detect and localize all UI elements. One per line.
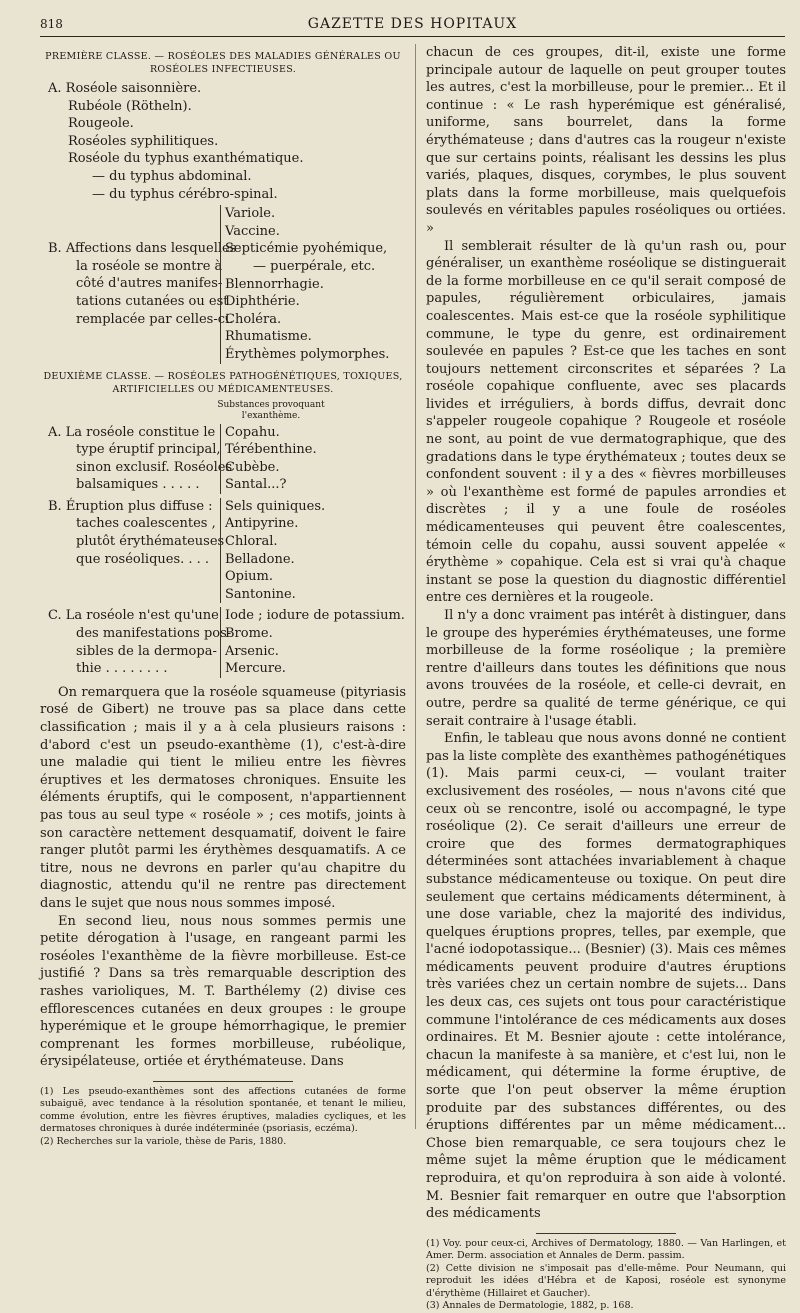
- list-item: Rubéole (Rötheln).: [68, 98, 192, 114]
- class2-b-table: [40, 498, 406, 604]
- heading-first-class: PREMIÈRE CLASSE. — ROSÉOLES DES MALADIES GÉNÉRALES OU ROSÉOLES INFECTIEUSES.: [45, 51, 401, 75]
- list-item: Brome.: [225, 626, 273, 642]
- list-item: Térébenthine.: [225, 442, 317, 458]
- footnote-rule: [536, 1233, 676, 1234]
- paragraph: On remarquera que la roséole squameuse (pityriasis rosé de Gibert) ne trouve pas sa place dans cette classification ; mais il y a à cela plusieurs raisons : d'abord c'est un pseudo-exanthème (1), c'est-à-dire une maladie qui tient le milieu entre les fièvres éruptives et les dermatoses chroniques. Ensuite les éléments éruptifs, qui le composent, n'appartiennent pas tous au seul type « roséole » ; ces motifs, joints à son caractère nettement desquamatif, doivent le faire ranger plutôt parmi les érythèmes desquamatifs. A ce titre, nous ne devrons en parler qu'au chapitre du diagnostic, attendu qu'il ne rentre pas directement dans le sujet que nous nous sommes imposé.: [40, 684, 406, 911]
- paragraph: Il semblerait résulter de là qu'un rash ou, pour généraliser, un exanthème roséolique se distinguerait de la forme morbilleuse en ce qu'il serait composé de papules, régulièrement orbiculaires, jamais coalescentes. Mais est-ce que la roséole syphilitique commune, le type du genre, est ordinairement soulevée en papules ? Est-ce que les taches en sont toujours nettement circonscrites et séparées ? La roséole copahique confluente, avec ses placards livides et irréguliers, à bords diffus, devrait donc s'appeler rougeole copahique ? Rougeole et roséole ne sont, au point de vue dermatographique, que des gradations dans le type érythémateux ; toutes deux se confondent souvent : il y a des « fièvres morbilleuses » où l'exanthème est formé de papules arrondies et discrètes ; il y a une foule de roséoles médicamenteuses qui peuvent être coalescentes, témoin celle du copahu, aussi souvent appelée « érythème » copahique. Cela est si vrai qu'à chaque instant se pose la question du diagnostic différentiel entre ces dernières et la rougeole.: [426, 238, 786, 606]
- class1-a-label: A. Roséole saisonnière.: [48, 81, 202, 96]
- list-item: Blennorrhagie.: [225, 276, 324, 292]
- text-line: plutôt érythémateuses: [76, 534, 225, 550]
- text-line: remplacée par celles-ci.: [76, 311, 234, 327]
- footnote: (1) Voy. pour ceux-ci, Archives of Dermatology, 1880. — Van Harlingen, et Amer. Derm. association et Annales de Derm. passim.: [426, 1237, 786, 1262]
- list-item: Opium.: [225, 569, 273, 585]
- class2-a-table: [40, 424, 406, 494]
- left-body-text: [40, 684, 406, 1071]
- list-item: Antipyrine.: [225, 516, 299, 532]
- footnote: (2) Recherches sur la variole, thèse de Paris, 1880.: [40, 1135, 287, 1147]
- right-footnotes: [426, 1238, 786, 1313]
- list-item: Santal...?: [225, 477, 287, 493]
- list-item: Variole.: [225, 206, 276, 222]
- footnote-rule: [153, 1081, 293, 1082]
- list-item: — puerpérale, etc.: [253, 258, 376, 274]
- text-line: la roséole se montre à: [76, 258, 223, 274]
- text-line: taches coalescentes ,: [76, 516, 216, 532]
- page-header: [40, 14, 785, 37]
- list-item: Rougeole.: [68, 116, 134, 132]
- list-item: Cubèbe.: [225, 459, 280, 475]
- class1-b-description: [40, 205, 237, 363]
- heading-second-class: DEUXIÈME CLASSE. — ROSÉOLES PATHOGÉNÉTIQUES, TOXIQUES, ARTIFICIELLES OU MÉDICAMENTEUSES.: [43, 370, 403, 395]
- paragraph: Enfin, le tableau que nous avons donné ne contient pas la liste complète des exanthèmes pathogénétiques (1). Mais parmi ceux-ci, — voulant traiter exclusivement des roséoles, — nous n'avons cité que ceux où se rencontre, isolé ou accompagné, le type roséolique (2). Ce serait d'ailleurs une erreur de croire que des formes dermatographiques déterminées sont attachées invariablement à chaque substance médicamenteuse ou toxique. On peut dire seulement que certains médicaments déterminent, à une dose variable, chez la majorité des individus, quelques éruptions propres, telles, par exemple, que l'acné iodopotassique... (Besnier) (3). Mais ces mêmes médicaments peuvent produire d'autres éruptions très variées chez un certain nombre de sujets... Dans les deux cas, ces sujets ont tous pour caractéristique commune l'intolérance de ces médicaments aux doses ordinaires. Et M. Besnier ajoute : cette intolérance, chacun la manifeste à sa manière, et c'est lui, non le médicament, qui détermine la forme éruptive, de sorte que l'on peut observer la même éruption produite par des substances différentes, ou des éruptions différentes par un même médicament... Chose bien remarquable, ce sera toujours chez le même sujet la même éruption que le médicament reproduira, et qu'on reproduira à son aide à volonté. M. Besnier fait remarquer en outre que l'absorption des médicaments: [426, 731, 786, 1222]
- list-item: — du typhus abdominal.: [92, 168, 252, 184]
- journal-title: GAZETTE DES HOPITAUX: [307, 16, 518, 32]
- footnote: (1) Les pseudo-exanthèmes sont des affections cutanées de forme subaiguë, avec tendance à la résolution spontanée, et tenant le milieu, comme évolution, entre les fièvres éruptives, maladies cycliques, et les dermatoses chroniques à durée indéterminée (psoriasis, eczéma).: [40, 1085, 406, 1135]
- right-body-text: [426, 44, 786, 1223]
- list-item: Roséoles syphilitiques.: [68, 133, 219, 149]
- list-item: Mercure.: [225, 661, 286, 677]
- list-item: Roséole du typhus exanthématique.: [68, 151, 304, 167]
- paragraph: En second lieu, nous nous sommes permis une petite dérogation à l'usage, en rangeant parmi les roséoles l'exanthème de la fièvre morbilleuse. Est-ce justifié ? Dans sa très remarquable description des rashes varioliques, M. T. Barthélemy (2) divise ces efflorescences cutanées en deux groupes : le groupe hyperémique et le groupe hémorrhagique, le premier comprenant les formes morbilleuse, rubéolique, érysipélateuse, ortiée et érythémateuse. Dans: [40, 913, 406, 1070]
- text-line: B. Affections dans lesquelles: [48, 241, 237, 257]
- text-line: balsamiques . . . . .: [76, 477, 200, 493]
- footnote: (3) Annales de Dermatologie, 1882, p. 168.: [426, 1300, 634, 1312]
- left-footnotes: [40, 1086, 406, 1149]
- list-item: Belladone.: [225, 551, 295, 567]
- text-line: que roséoliques. . . .: [76, 551, 210, 567]
- list-item: Érythèmes polymorphes.: [225, 346, 390, 362]
- class2-a-description: [40, 424, 233, 494]
- text-line: type éruptif principal,: [76, 442, 221, 458]
- list-item: Iode ; iodure de potassium.: [225, 608, 405, 624]
- paragraph: Il n'y a donc vraiment pas intérêt à distinguer, dans le groupe des hyperémies érythémateuses, une forme morbilleuse de la forme roséolique ; la première rentre d'ailleurs dans toutes les définitions que nous avons trouvées de la roséole, et celle-ci devrait, en outre, perdre sa qualité de terme générique, ce qui serait contraire à l'usage établi.: [426, 608, 786, 729]
- class2-b-substances: [220, 498, 406, 604]
- column-divider: [415, 44, 416, 1129]
- left-column: [40, 44, 406, 1148]
- list-item: Vaccine.: [225, 223, 280, 239]
- list-item: Rhumatisme.: [225, 329, 312, 345]
- list-item: Sels quiniques.: [225, 498, 326, 514]
- text-line: B. Éruption plus diffuse :: [48, 498, 213, 514]
- class2-b-description: [40, 498, 225, 604]
- class1-b-table: [40, 205, 406, 363]
- class2-c-substances: [220, 607, 406, 677]
- list-item: Arsenic.: [225, 643, 279, 659]
- list-item: Septicémie pyohémique,: [225, 241, 388, 257]
- text-line: côté d'autres manifes-: [76, 276, 223, 292]
- text-line: thie . . . . . . . .: [76, 661, 168, 677]
- text-line: sibles de la dermopa-: [76, 643, 217, 659]
- class1-b-diseases: [220, 205, 406, 363]
- text-line: sinon exclusif. Roséoles: [76, 459, 233, 475]
- text-line: des manifestations pos-: [76, 626, 232, 642]
- list-item: Copahu.: [225, 424, 280, 440]
- page-number: 818: [40, 17, 63, 31]
- list-item: Chloral.: [225, 534, 278, 550]
- list-item: Diphthérie.: [225, 294, 300, 310]
- text-line: C. La roséole n'est qu'une: [48, 608, 219, 624]
- right-column: [426, 44, 786, 1313]
- list-item: Santonine.: [225, 586, 296, 602]
- paragraph: chacun de ces groupes, dit-il, existe une forme principale autour de laquelle on peut grouper toutes les autres, c'est la morbilleuse, pour le premier... Et il continue : « Le rash hyperémique est généralisé, uniforme, sans bourrelet, dans la forme érythémateuse ; dans d'autres cas la rougeur n'existe que sur certains points, réalisant les dessins les plus variés, plaques, disques, corymbes, le plus souvent plats dans la forme morbilleuse, mais quelquefois soulevés en véritables papules roséoliques ou ortiées. »: [426, 45, 786, 236]
- text-line: A. La roséole constitue le: [48, 424, 216, 440]
- class2-c-description: [40, 607, 232, 677]
- class2-a-substances: [220, 424, 406, 494]
- text-line: tations cutanées ou est: [76, 293, 229, 309]
- list-item: Choléra.: [225, 311, 282, 327]
- footnote: (2) Cette division ne s'imposait pas d'elle-même. Pour Neumann, qui reproduit les idées d'Hébra et de Kaposi, roséole est synonyme d'érythème (Hillairet et Gaucher).: [426, 1262, 786, 1299]
- class1-a-list: [40, 98, 406, 204]
- substances-heading: Substances provoquant l'exanthème.: [217, 399, 325, 421]
- class2-c-table: [40, 607, 406, 677]
- list-item: — du typhus cérébro-spinal.: [92, 186, 278, 202]
